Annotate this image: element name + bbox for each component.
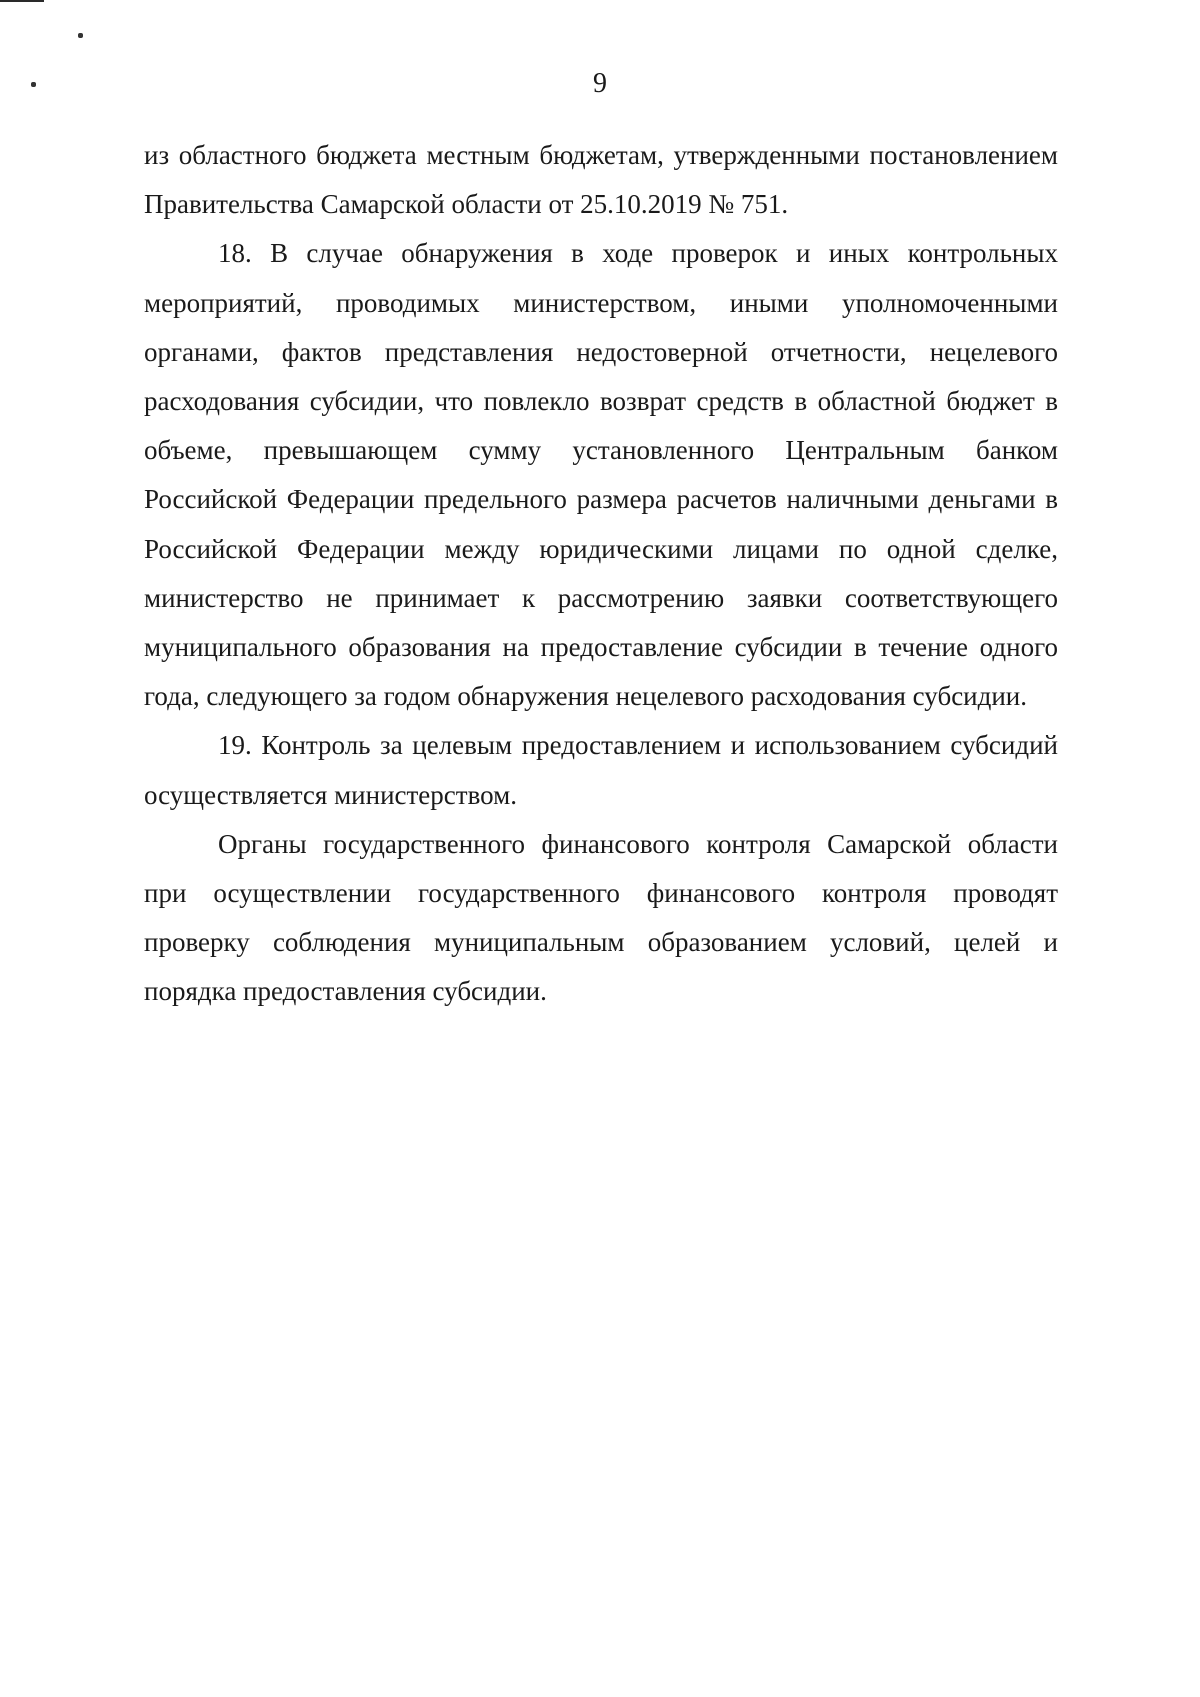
paragraph-item-19: 19. Контроль за целевым предоставлением и использованием субсидий осуществляется министерством.	[144, 730, 1058, 810]
document-body	[144, 131, 1058, 1017]
scan-edge-mark	[0, 0, 44, 2]
paragraph-item-18: 18. В случае обнаружения в ходе проверок и иных контрольных мероприятий, проводимых министерством, иными уполномоченными органами, фактов представления недостоверной отчетности, нецелевого расходования субсидии, что повлекло возврат средств в областной бюджет в объеме, превышающем сумму установленного Центральным банком Российской Федерации предельного размера расчетов наличными деньгами в Российской Федерации между юридическими лицами по одной сделке, министерство не принимает к рассмотрению заявки соответствующего муниципального образования на предоставление субсидии в течение одного года, следующего за годом обнаружения нецелевого расходования субсидии.	[144, 238, 1058, 712]
paragraph-continuation: из областного бюджета местным бюджетам, утвержденными постановлением Правительства Самарской области от 25.10.2019 № 751.	[144, 140, 1058, 220]
scan-speck	[78, 33, 83, 38]
paragraph-control-bodies: Органы государственного финансового контроля Самарской области при осуществлении государственного финансового контроля проводят проверку соблюдения муниципальным образованием условий, целей и порядка предоставления субсидии.	[144, 828, 1058, 1007]
page-number: 9	[593, 68, 607, 99]
